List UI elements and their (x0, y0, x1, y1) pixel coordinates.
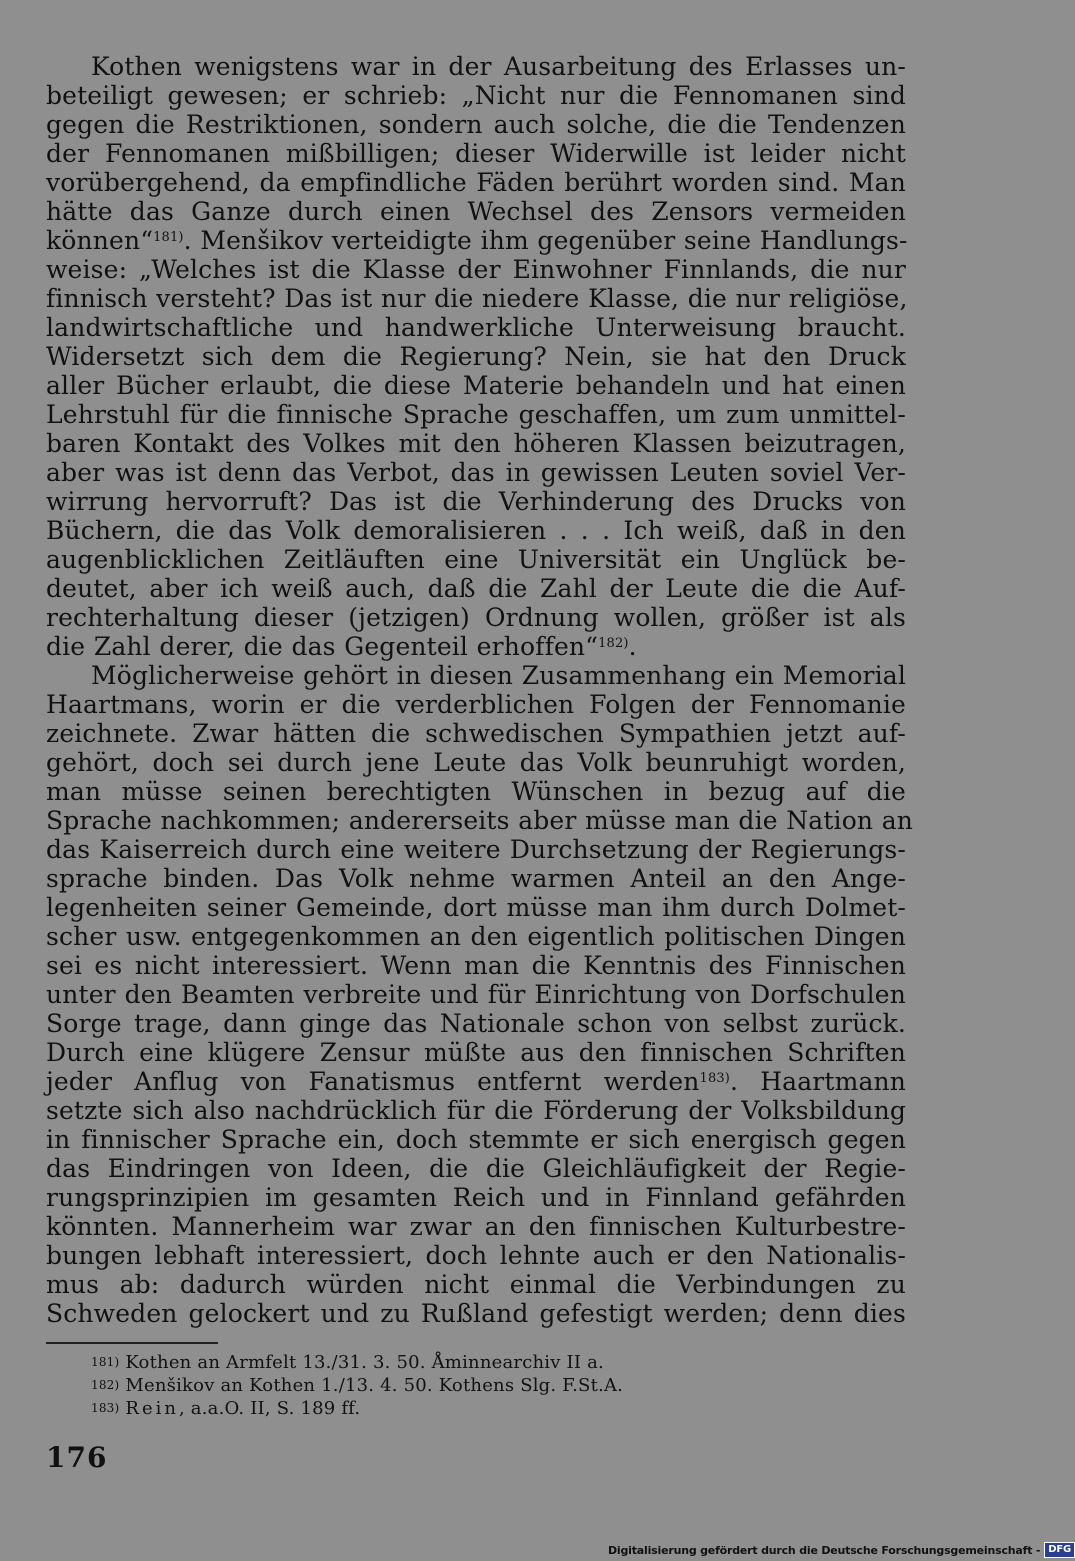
footnote-183 (91, 1398, 360, 1420)
body-line: vorübergehend, da empfindliche Fäden berührt worden sind. Man (46, 168, 906, 197)
body-line: man müsse seinen berechtigten Wünschen in bezug auf die (46, 777, 906, 806)
dfg-logo-icon: DFG (1044, 1542, 1075, 1558)
footnote-ref-183[interactable]: 183) (699, 1071, 731, 1086)
body-line: sei es nicht interessiert. Wenn man die Kenntnis des Finnischen (46, 951, 906, 980)
body-line: gegen die Restriktionen, sondern auch solche, die die Tendenzen (46, 110, 906, 139)
body-line: können“$^{181)}$. Menšikov verteidigte ihm gegenüber seine Handlungs- (46, 226, 908, 255)
body-line: landwirtschaftliche und handwerkliche Unterweisung braucht. (46, 313, 906, 342)
footnote-ref-182[interactable]: 182) (598, 636, 629, 651)
page-number: 176 (46, 1441, 108, 1474)
body-line: rungsprinzipien im gesamten Reich und in Finnland gefährden (46, 1183, 906, 1212)
footnote-number: 183) (91, 1401, 120, 1415)
body-line: hätte das Ganze durch einen Wechsel des Zensors vermeiden (46, 197, 906, 226)
footnote-number: 181) (91, 1355, 120, 1369)
body-line: deutet, aber ich weiß auch, daß die Zahl der Leute die die Auf- (46, 574, 906, 603)
body-line: das Kaiserreich durch eine weitere Durchsetzung der Regierungs- (46, 835, 906, 864)
body-line: Durch eine klügere Zensur müßte aus den finnischen Schriften (46, 1038, 906, 1067)
body-line: könnten. Mannerheim war zwar an den finnischen Kulturbestre- (46, 1212, 906, 1241)
body-line: Schweden gelockert und zu Rußland gefestigt werden; denn dies (46, 1299, 906, 1328)
digitization-credit (608, 1541, 1075, 1559)
footnote-ref-181[interactable]: 181) (153, 230, 184, 245)
body-line: Kothen wenigstens war in der Ausarbeitung des Erlasses un- (91, 52, 906, 81)
body-line: unter den Beamten verbreite und für Einrichtung von Dorfschulen (46, 980, 906, 1009)
body-line: baren Kontakt des Volkes mit den höheren Klassen beizutragen, (46, 429, 906, 458)
body-line: sprache binden. Das Volk nehme warmen Anteil an den Ange- (46, 864, 906, 893)
body-line: aber was ist denn das Verbot, das in gewissen Leuten soviel Ver- (46, 458, 906, 487)
body-line: mus ab: dadurch würden nicht einmal die Verbindungen zu (46, 1270, 906, 1299)
body-line: weise: „Welches ist die Klasse der Einwohner Finnlands, die nur (46, 255, 906, 284)
body-line: gehört, doch sei durch jene Leute das Volk beunruhigt worden, (46, 748, 906, 777)
footnote-author: Rein (125, 1398, 179, 1419)
footnote-divider (46, 1342, 218, 1344)
footnote-181 (91, 1352, 604, 1374)
body-line: Lehrstuhl für die finnische Sprache geschaffen, um zum unmittel- (46, 400, 906, 429)
body-line: jeder Anflug von Fanatismus entfernt werden$^{183)}$. Haartmann (46, 1067, 907, 1096)
body-line: scher usw. entgegenkommen an den eigentlich politischen Dingen (46, 922, 906, 951)
footnote-number: 182) (91, 1378, 120, 1392)
body-line: setzte sich also nachdrücklich für die Förderung der Volksbildung (46, 1096, 906, 1125)
body-line: zeichnete. Zwar hätten die schwedischen Sympathien jetzt auf- (46, 719, 906, 748)
body-line: bungen lebhaft interessiert, doch lehnte auch er den Nationalis- (46, 1241, 906, 1270)
body-line: legenheiten seiner Gemeinde, dort müsse man ihm durch Dolmet- (46, 893, 906, 922)
body-line: Haartmans, worin er die verderblichen Folgen der Fennomanie (46, 690, 906, 719)
body-line: die Zahl derer, die das Gegenteil erhoffen“$^{182)}$. (46, 632, 637, 661)
body-line: Möglicherweise gehört in diesen Zusammenhang ein Memorial (91, 661, 906, 690)
credit-text: Digitalisierung gefördert durch die Deutsche Forschungsgemeinschaft - (608, 1543, 1041, 1557)
body-line: Büchern, die das Volk demoralisieren . . . Ich weiß, daß in den (46, 516, 906, 545)
body-line: Widersetzt sich dem die Regierung? Nein, sie hat den Druck (46, 342, 906, 371)
footnote-182 (91, 1375, 623, 1397)
body-line: aller Bücher erlaubt, die diese Materie behandeln und hat einen (46, 371, 906, 400)
body-line: finnisch versteht? Das ist nur die niedere Klasse, die nur religiöse, (46, 284, 908, 313)
body-line: beteiligt gewesen; er schrieb: „Nicht nur die Fennomanen sind (46, 81, 906, 110)
body-line: der Fennomanen mißbilligen; dieser Widerwille ist leider nicht (46, 139, 906, 168)
body-line: augenblicklichen Zeitläuften eine Universität ein Unglück be- (46, 545, 906, 574)
footnote-text: Menšikov an Kothen 1./13. 4. 50. Kothens Slg. F.St.A. (125, 1375, 624, 1396)
body-line: wirrung hervorruft? Das ist die Verhinderung des Drucks von (46, 487, 906, 516)
body-line: das Eindringen von Ideen, die die Gleichläufigkeit der Regie- (46, 1154, 906, 1183)
footnote-text: , a.a.O. II, S. 189 ff. (178, 1398, 361, 1419)
body-line: Sorge trage, dann ginge das Nationale schon von selbst zurück. (46, 1009, 906, 1038)
body-line: rechterhaltung dieser (jetzigen) Ordnung wollen, größer ist als (46, 603, 906, 632)
body-line: Sprache nachkommen; andererseits aber müsse man die Nation an (46, 806, 914, 835)
footnote-text: Kothen an Armfelt 13./31. 3. 50. Åminnearchiv II a. (125, 1352, 604, 1373)
body-line: in finnischer Sprache ein, doch stemmte er sich energisch gegen (46, 1125, 906, 1154)
